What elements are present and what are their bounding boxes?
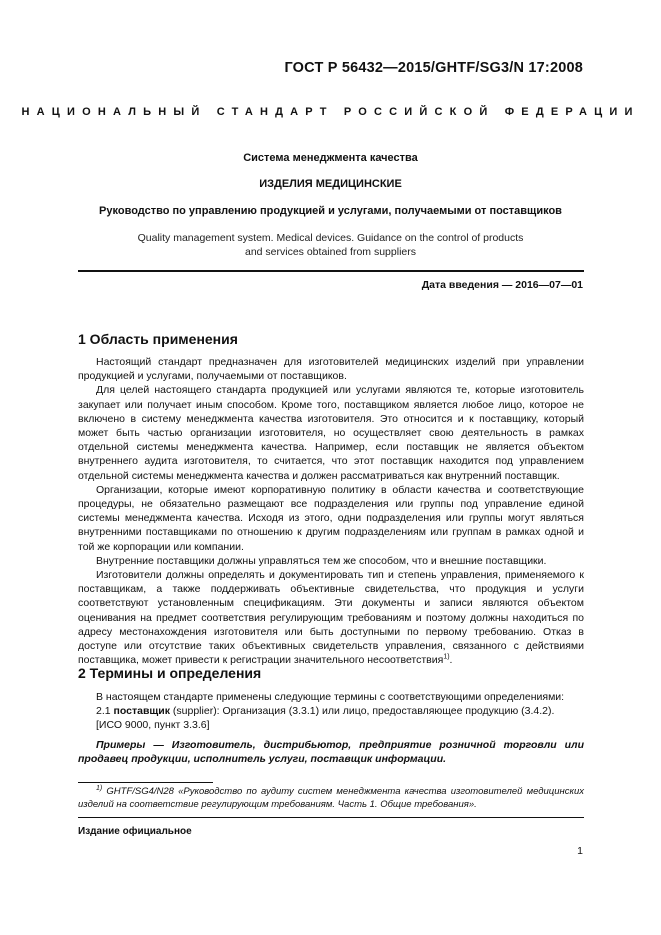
footnote-reference: 1) (443, 653, 450, 661)
section2-intro: В настоящем стандарте применены следующие термины с соответствующими определениями: (96, 691, 565, 703)
term-definition (78, 704, 584, 718)
national-standard-banner: НАЦИОНАЛЬНЫЙ СТАНДАРТ РОССИЙСКОЙ ФЕДЕРАЦИИ (21, 106, 640, 118)
term-examples: Примеры — Изготовитель, дистрибьютор, предприятие розничной торговли или продавец продукции, исполнитель услуги, поставщик информации. (78, 738, 584, 765)
term-name: поставщик (113, 705, 170, 718)
introduction-date: Дата введения — 2016—07—01 (421, 279, 583, 291)
footnote-marker: 1) (96, 784, 103, 792)
document-subtitle: Руководство по управлению продукцией и услугами, получаемыми от поставщиков (99, 205, 562, 217)
page-number: 1 (577, 845, 583, 857)
term-definition-text: (supplier): Организация (3.3.1) или лицо, предоставляющее продукцию (3.4.2). (172, 705, 555, 718)
section1-paragraph: Настоящий стандарт предназначен для изготовителей медицинских изделий при управлении продукцией и услугами, получаемыми от поставщиков. (78, 356, 584, 383)
footnote-text: GHTF/SG4/N28 «Руководство по аудиту систем менеджмента качества изготовителей медицинских изделий на соответствие регулирующим требованиям. Часть 1. Общие требования». (78, 786, 585, 810)
term-source: [ИСО 9000, пункт 3.3.6] (96, 719, 210, 732)
english-title-line2: and services obtained from suppliers (244, 246, 416, 258)
gost-code: ГОСТ Р 56432—2015/GHTF/SG3/N 17:2008 (284, 60, 583, 76)
section1-paragraph-text: Изготовители должны определять и документировать тип и степень управления, применяемого к поставщикам, а также поддерживать объективные свидетельства, что продукция и услуги соответствуют установленным спецификациям. Эти документы и записи являются объектом оценивания на предмет соответствия регулирующим требованиям и поэтому должны находиться по адресу местонахождения изготовителя или быть доступными по первому требованию. Отказ в доступе или отсутствие таких объективных свидетельств управления, связанного с действиями поставщика, может привести к регистрации значительного несоответствия (78, 569, 584, 667)
section1-paragraph: Организации, которые имеют корпоративную политику в области качества и соответствующие процедуры, не обязательно размещают все подразделения или группы под управление единой системы менеджмента качества. Исходя из этого, одни подразделения или группы могут являться внутренними поставщиками по отношению к другим подразделениям или группам в рамках одной и той же корпорации или компании. (78, 483, 584, 553)
section1-paragraph-last: Изготовители должны определять и документировать тип и степень управления, применяемого к поставщикам, а также поддерживать объективные свидетельства, что продукция и услуги соответствуют установленным спецификациям. Эти документы и записи являются объектом оценивания на предмет соответствия регулирующим требованиям и поэтому должны находиться по адресу местонахождения изготовителя или быть доступными по первому требованию. Отказ в доступе или отсутствие таких объективных свидетельств управления, связанного с действиями поставщика, может привести к регистрации значительного несоответствия$^{1)}$. (78, 569, 584, 667)
section1-paragraph: Внутренние поставщики должны управляться тем же способом, что и внешние поставщики. (96, 554, 547, 567)
footer-divider (78, 817, 584, 818)
section1-body (78, 355, 584, 667)
title-divider (78, 270, 584, 272)
document-title: ИЗДЕЛИЯ МЕДИЦИНСКИЕ (259, 178, 402, 190)
system-title: Система менеджмента качества (243, 152, 418, 164)
term-number: 2.1 (96, 705, 111, 718)
section2-body (78, 690, 584, 766)
section1-paragraph: Для целей настоящего стандарта продукцией или услугами являются те, которые изготовитель закупает или получает иным способом. Кроме того, поставщиком является любое лицо, которое не включено в систему менеджмента качества изготовителя. Это относится и к поставщику, который может быть частью организации изготовителя, но осуществляет свою деятельность в рамках отдельной системы менеджмента качества. Например, если поставщик не является объектом внутреннего аудита изготовителя, то считается, что этот поставщик находится под управлением отдельной системы менеджмента качества и должен рассматриваться как внутренний поставщик. (78, 384, 584, 482)
official-edition-label: Издание официальное (78, 826, 192, 837)
section1-heading: 1 Область применения (78, 331, 238, 347)
footnote-divider (78, 782, 213, 783)
section2-heading: 2 Термины и определения (78, 665, 262, 681)
english-title (0, 231, 661, 259)
footnote (78, 786, 584, 811)
english-title-line1: Quality management system. Medical devices. Guidance on the control of products (137, 232, 524, 244)
